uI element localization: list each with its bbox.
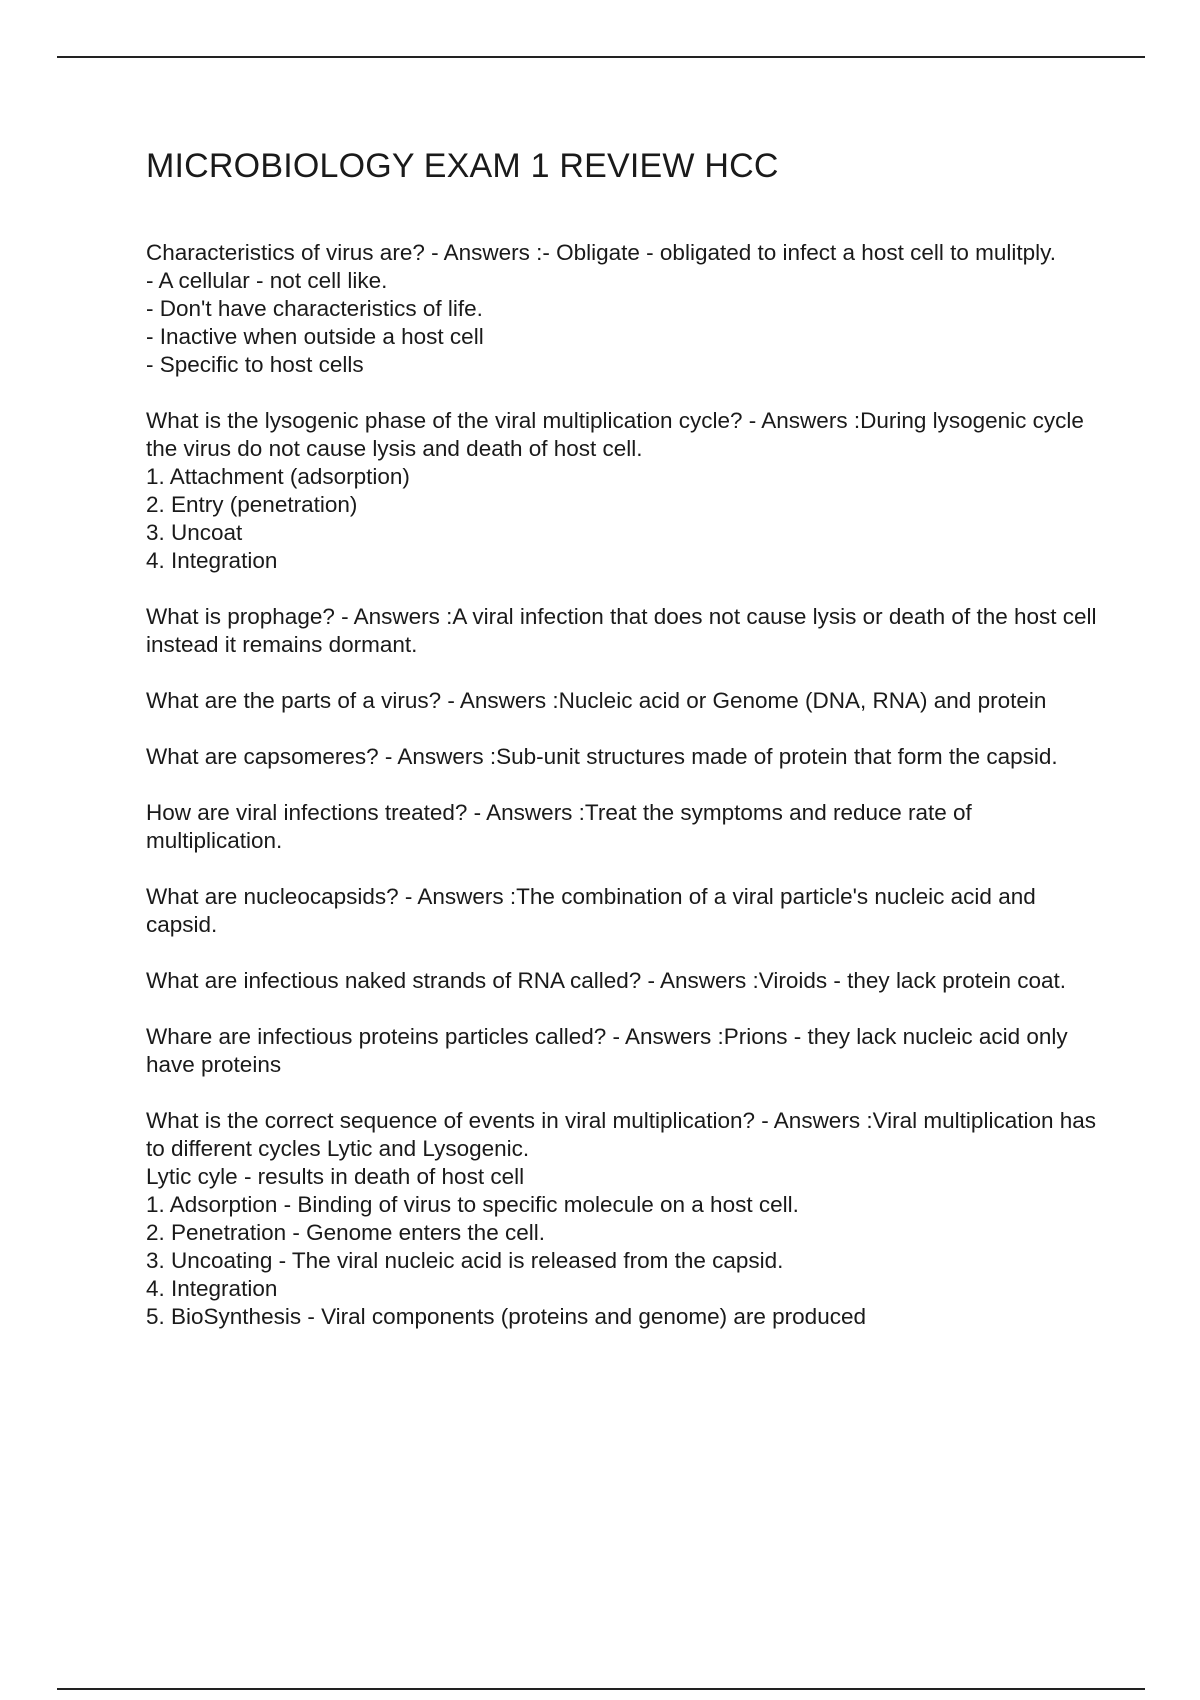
qa-line: What are capsomeres? - Answers :Sub-unit structures made of protein that form the capsid. (146, 744, 1058, 769)
qa-line: - Inactive when outside a host cell (146, 324, 484, 349)
qa-line: What is the lysogenic phase of the viral multiplication cycle? - Answers :During lysogenic cycle the virus do not cause lysis and death of host cell. (146, 408, 1084, 461)
qa-line: - Specific to host cells (146, 352, 364, 377)
qa-line: 5. BioSynthesis - Viral components (proteins and genome) are produced (146, 1304, 866, 1329)
qa-line: What are nucleocapsids? - Answers :The combination of a viral particle's nucleic acid and capsid. (146, 884, 1036, 937)
qa-entry-viral-multiplication-sequence (146, 1107, 1106, 1331)
qa-line: Lytic cyle - results in death of host cell (146, 1164, 525, 1189)
qa-entry-capsomeres (146, 743, 1106, 771)
qa-entry-viroids (146, 967, 1106, 995)
qa-entry-prions (146, 1023, 1106, 1079)
top-rule (57, 56, 1145, 58)
qa-line: What is the correct sequence of events in viral multiplication? - Answers :Viral multiplication has to different cycles Lytic and Lysogenic. (146, 1108, 1097, 1161)
document-body (146, 143, 1106, 1359)
qa-line: 4. Integration (146, 1276, 278, 1301)
qa-line: What is prophage? - Answers :A viral infection that does not cause lysis or death of the host cell instead it remains dormant. (146, 604, 1097, 657)
qa-entry-lysogenic-phase (146, 407, 1106, 575)
bottom-rule (57, 1688, 1145, 1690)
qa-entry-nucleocapsids (146, 883, 1106, 939)
qa-line: - Don't have characteristics of life. (146, 296, 483, 321)
qa-line: Characteristics of virus are? - Answers :- Obligate - obligated to infect a host cell to mulitply. (146, 240, 1056, 265)
qa-line: How are viral infections treated? - Answers :Treat the symptoms and reduce rate of multiplication. (146, 800, 972, 853)
qa-line: Whare are infectious proteins particles called? - Answers :Prions - they lack nucleic acid only have proteins (146, 1024, 1068, 1077)
page-title: MICROBIOLOGY EXAM 1 REVIEW HCC (146, 147, 779, 185)
qa-line: 3. Uncoat (146, 520, 243, 545)
qa-line: 1. Attachment (adsorption) (146, 464, 410, 489)
qa-line: 2. Penetration - Genome enters the cell. (146, 1220, 545, 1245)
qa-entry-virus-characteristics (146, 239, 1106, 379)
qa-line: 1. Adsorption - Binding of virus to specific molecule on a host cell. (146, 1192, 799, 1217)
qa-line: 4. Integration (146, 548, 278, 573)
qa-entry-prophage (146, 603, 1106, 659)
qa-line: What are infectious naked strands of RNA called? - Answers :Viroids - they lack protein coat. (146, 968, 1067, 993)
qa-entry-viral-treatment (146, 799, 1106, 855)
qa-line: - A cellular - not cell like. (146, 268, 388, 293)
qa-line: What are the parts of a virus? - Answers :Nucleic acid or Genome (DNA, RNA) and protein (146, 688, 1047, 713)
qa-line: 3. Uncoating - The viral nucleic acid is released from the capsid. (146, 1248, 784, 1273)
qa-line: 2. Entry (penetration) (146, 492, 358, 517)
qa-entry-virus-parts (146, 687, 1106, 715)
